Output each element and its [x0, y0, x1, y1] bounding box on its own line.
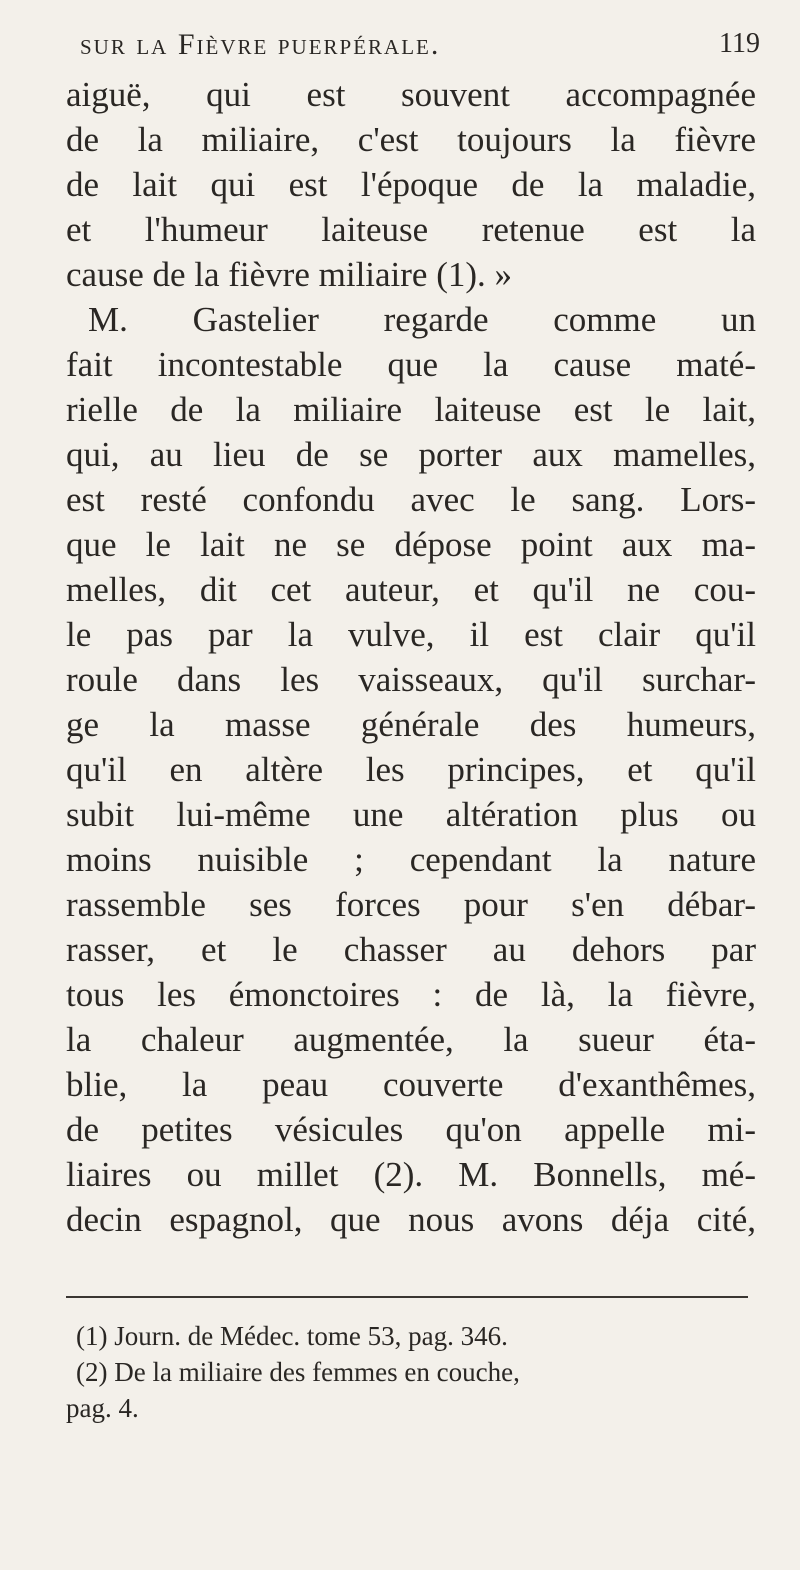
text-line: ge la masse générale des humeurs, [66, 705, 756, 744]
text-line: et l'humeur laiteuse retenue est la [66, 210, 756, 249]
footnote-line: (1) Journ. de Médec. tome 53, pag. 346. [76, 1321, 508, 1351]
text-line: qu'il en altère les principes, et qu'il [66, 750, 756, 789]
running-head [80, 20, 760, 70]
text-line: de la miliaire, c'est toujours la fièvre [66, 120, 756, 159]
body-text [66, 72, 756, 1242]
text-line: fait incontestable que la cause maté- [66, 345, 756, 384]
text-line: que le lait ne se dépose point aux ma- [66, 525, 756, 564]
text-line: de lait qui est l'époque de la maladie, [66, 165, 756, 204]
text-line: le pas par la vulve, il est clair qu'il [66, 615, 756, 654]
footnote-line: (2) De la miliaire des femmes en couche, [76, 1357, 520, 1387]
text-line: rielle de la miliaire laiteuse est le lait, [66, 390, 756, 429]
page-number: 119 [719, 28, 760, 59]
text-line: moins nuisible ; cependant la nature [66, 840, 756, 879]
text-line: blie, la peau couverte d'exanthêmes, [66, 1065, 756, 1104]
text-line: melles, dit cet auteur, et qu'il ne cou- [66, 570, 756, 609]
footnote-line: pag. 4. [66, 1393, 139, 1423]
text-line: aiguë, qui est souvent accompagnée [66, 75, 756, 114]
footnote-rule [66, 1296, 748, 1298]
text-line: rassemble ses forces pour s'en débar- [66, 885, 756, 924]
text-line: M. Gastelier regarde comme un [88, 300, 756, 339]
footnotes [66, 1318, 756, 1426]
text-line: tous les émonctoires : de là, la fièvre, [66, 975, 756, 1014]
text-line: la chaleur augmentée, la sueur éta- [66, 1020, 756, 1059]
text-line: de petites vésicules qu'on appelle mi- [66, 1110, 756, 1149]
text-line: est resté confondu avec le sang. Lors- [66, 480, 756, 519]
text-line: cause de la fièvre miliaire (1). » [66, 255, 513, 294]
text-line: roule dans les vaisseaux, qu'il surchar- [66, 660, 756, 699]
text-line: rasser, et le chasser au dehors par [66, 930, 756, 969]
running-title: sur la Fièvre puerpérale. [80, 28, 441, 61]
text-line: qui, au lieu de se porter aux mamelles, [66, 435, 756, 474]
text-line: subit lui-même une altération plus ou [66, 795, 756, 834]
text-line: liaires ou millet (2). M. Bonnells, mé- [66, 1155, 756, 1194]
text-line: decin espagnol, que nous avons déja cité, [66, 1200, 756, 1239]
